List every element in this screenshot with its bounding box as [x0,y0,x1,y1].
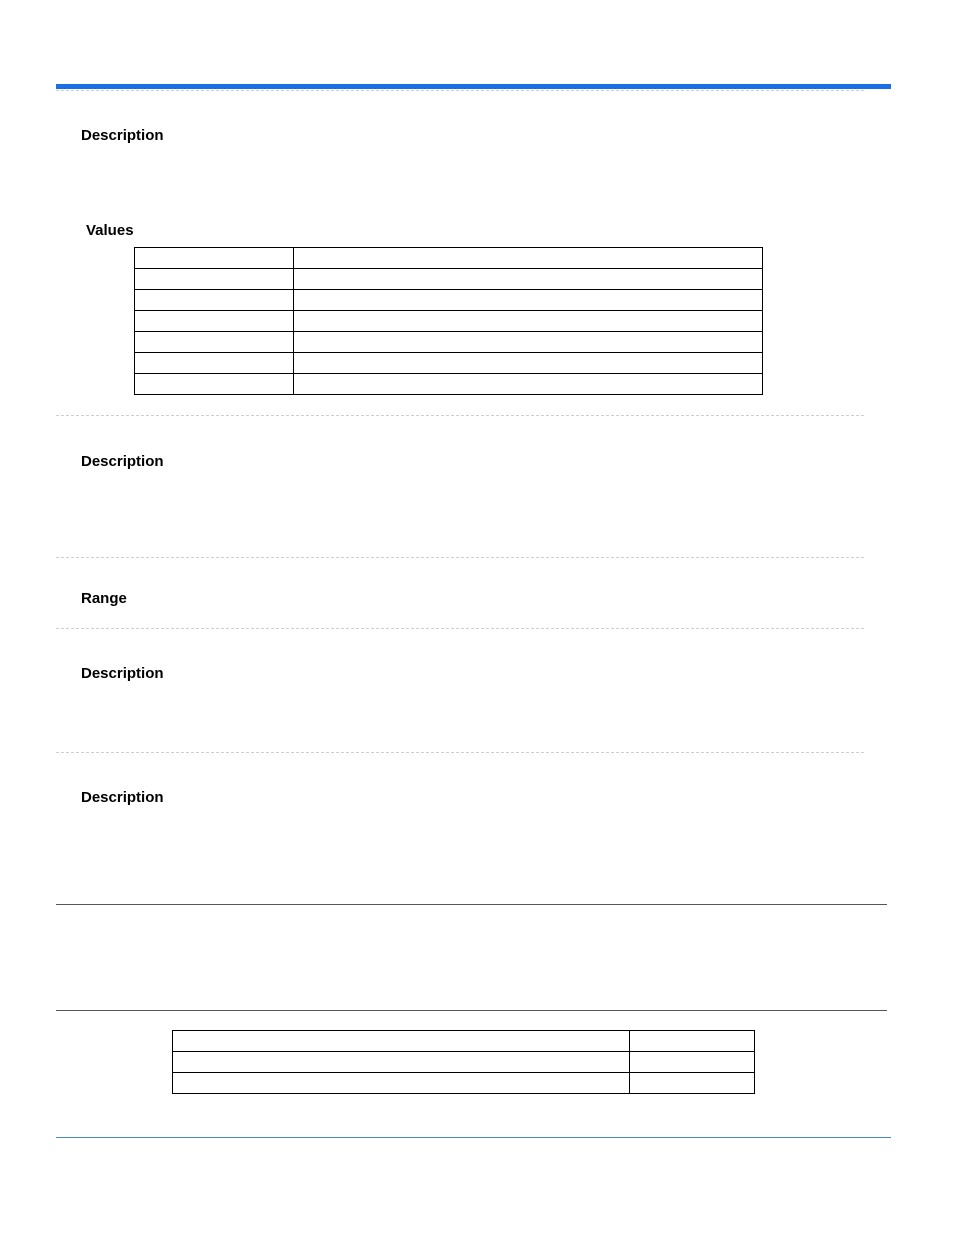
table-row [135,248,763,269]
table-cell-key [135,311,294,332]
description-heading-3: Description [81,665,164,682]
section-dashed-divider [56,557,864,558]
table-cell-value [293,269,762,290]
section-dashed-divider [56,752,864,753]
table-cell-key [135,332,294,353]
table-cell-value [293,332,762,353]
table-row [173,1073,755,1094]
table-row [173,1031,755,1052]
table-cell-key [135,248,294,269]
header-rule [56,84,891,89]
table-cell-key [135,290,294,311]
section-dashed-divider [56,415,864,416]
table-cell-key [135,269,294,290]
table-cell-key [135,353,294,374]
table-row [135,374,763,395]
table-row [135,269,763,290]
table-row [135,311,763,332]
table-cell-value [293,374,762,395]
table-row [135,353,763,374]
description-heading-4: Description [81,789,164,806]
header-dashed-divider [56,90,864,91]
section-solid-divider [56,1010,887,1011]
section-solid-divider [56,904,887,905]
table-cell-value [630,1031,755,1052]
section-dashed-divider [56,628,864,629]
table-cell-name [173,1052,630,1073]
description-heading-2: Description [81,453,164,470]
table-cell-value [293,311,762,332]
table-cell-key [135,374,294,395]
table-cell-name [173,1031,630,1052]
table-row [135,332,763,353]
table-cell-value [293,353,762,374]
footer-rule [56,1137,891,1138]
table-row [135,290,763,311]
description-heading-1: Description [81,127,164,144]
table-cell-value [630,1052,755,1073]
table-cell-value [293,248,762,269]
summary-table [172,1030,755,1094]
values-heading: Values [86,222,134,239]
table-cell-value [293,290,762,311]
table-row [173,1052,755,1073]
table-cell-name [173,1073,630,1094]
table-cell-value [630,1073,755,1094]
values-table [134,247,763,395]
range-heading: Range [81,590,127,607]
